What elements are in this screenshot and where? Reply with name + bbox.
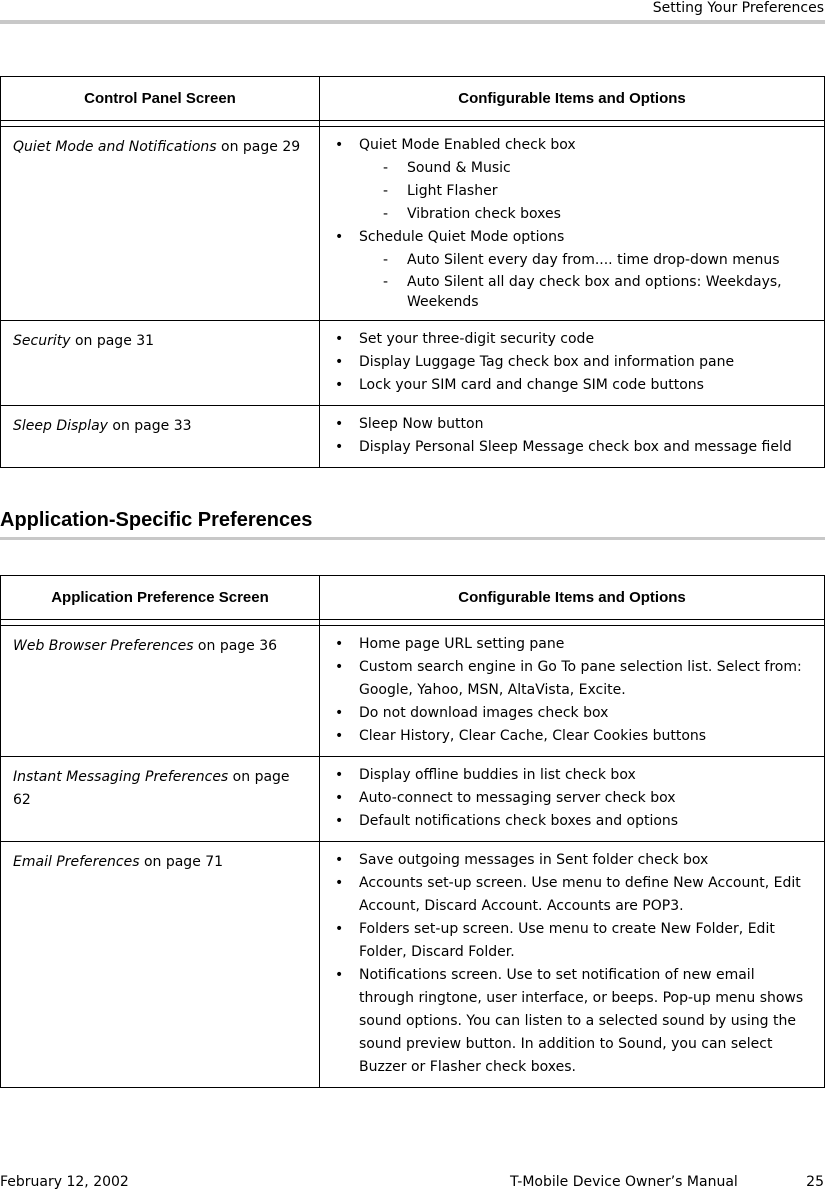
options-list — [334, 413, 814, 459]
screen-cell — [1, 127, 320, 321]
bullet-icon: • — [335, 659, 344, 675]
page-reference: on page 36 — [193, 638, 278, 654]
sub-option-text: Sound & Music — [407, 160, 511, 176]
list-item — [334, 413, 814, 436]
table-row — [1, 406, 825, 468]
options-cell — [320, 626, 825, 757]
dash-icon: - — [383, 183, 389, 199]
column-header-screen: Control Panel Screen — [1, 77, 320, 121]
bullet-icon: • — [335, 354, 344, 370]
table-row — [1, 757, 825, 842]
option-text: Set your three-digit security code — [359, 331, 595, 347]
options-cell — [320, 127, 825, 321]
option-text: Accounts set-up screen. Use menu to define New Account, Edit Account, Discard Account. Accounts are POP3. — [359, 875, 801, 914]
bullet-icon: • — [335, 767, 344, 783]
list-item — [334, 436, 814, 459]
bullet-icon: • — [335, 331, 344, 347]
list-item — [334, 656, 814, 702]
sub-option-text: Auto Silent all day check box and options: Weekdays, Weekends — [407, 274, 782, 310]
options-list — [334, 633, 814, 748]
option-text: Save outgoing messages in Sent folder check box — [359, 852, 709, 868]
footer-manual-title: T-Mobile Device Owner’s Manual — [510, 1174, 738, 1190]
list-item — [334, 810, 814, 833]
list-item — [334, 351, 814, 374]
section-heading: Application-Specific Preferences — [0, 509, 313, 531]
bullet-icon: • — [335, 921, 344, 937]
list-item — [334, 764, 814, 787]
bullet-icon: • — [335, 705, 344, 721]
sub-list-item — [359, 203, 814, 226]
list-item — [334, 374, 814, 397]
bullet-icon: • — [335, 967, 344, 983]
table-header-row — [1, 77, 825, 121]
list-item — [334, 725, 814, 748]
list-item — [334, 964, 814, 1079]
list-item — [334, 849, 814, 872]
option-text: Sleep Now button — [359, 416, 484, 432]
bullet-icon: • — [335, 813, 344, 829]
list-item — [334, 328, 814, 351]
bullet-icon: • — [335, 377, 344, 393]
table-row — [1, 626, 825, 757]
dash-icon: - — [383, 160, 389, 176]
list-item — [334, 702, 814, 725]
option-text: Default notifications check boxes and options — [359, 813, 679, 829]
option-text: Display Luggage Tag check box and information pane — [359, 354, 735, 370]
column-header-options: Configurable Items and Options — [320, 77, 825, 121]
table-row — [1, 842, 825, 1088]
list-item — [334, 134, 814, 226]
bullet-icon: • — [335, 416, 344, 432]
list-item — [334, 226, 814, 312]
bullet-icon: • — [335, 636, 344, 652]
list-item — [334, 787, 814, 810]
control-panel-table — [0, 76, 825, 468]
table-row — [1, 321, 825, 406]
page-reference: on page 71 — [139, 854, 224, 870]
column-header-screen: Application Preference Screen — [1, 576, 320, 620]
option-text: Display offline buddies in list check box — [359, 767, 636, 783]
page-reference: on page 29 — [216, 139, 301, 155]
option-text: Clear History, Clear Cache, Clear Cookies buttons — [359, 728, 707, 744]
dash-icon: - — [383, 206, 389, 222]
screen-link[interactable]: Quiet Mode and Notifications — [13, 139, 217, 155]
column-header-options: Configurable Items and Options — [320, 576, 825, 620]
bullet-icon: • — [335, 229, 344, 245]
table-header-row — [1, 576, 825, 620]
option-text: Do not download images check box — [359, 705, 609, 721]
screen-cell — [1, 842, 320, 1088]
section-rule — [0, 537, 825, 540]
sub-options-list — [359, 249, 814, 312]
screen-link[interactable]: Security — [13, 333, 71, 349]
screen-cell — [1, 406, 320, 468]
bullet-icon: • — [335, 728, 344, 744]
option-text: Folders set-up screen. Use menu to create New Folder, Edit Folder, Discard Folder. — [359, 921, 775, 960]
list-item — [334, 633, 814, 656]
footer-date: February 12, 2002 — [0, 1174, 129, 1190]
list-item — [334, 872, 814, 918]
sub-option-text: Light Flasher — [407, 183, 498, 199]
page-reference: on page 33 — [107, 418, 192, 434]
sub-option-text: Vibration check boxes — [407, 206, 561, 222]
dash-icon: - — [383, 274, 389, 290]
bullet-icon: • — [335, 875, 344, 891]
list-item — [334, 918, 814, 964]
dash-icon: - — [383, 252, 389, 268]
sub-list-item — [359, 272, 814, 312]
footer-page-number: 25 — [806, 1174, 824, 1190]
header-rule — [0, 20, 825, 24]
sub-list-item — [359, 249, 814, 272]
page-reference: on page 62 — [13, 769, 290, 808]
option-text: Auto-connect to messaging server check box — [359, 790, 676, 806]
options-cell — [320, 406, 825, 468]
screen-link[interactable]: Email Preferences — [13, 854, 140, 870]
screen-link[interactable]: Sleep Display — [13, 418, 108, 434]
options-list — [334, 764, 814, 833]
option-text: Lock your SIM card and change SIM code buttons — [359, 377, 704, 393]
bullet-icon: • — [335, 137, 344, 153]
sub-list-item — [359, 180, 814, 203]
bullet-icon: • — [335, 790, 344, 806]
option-text: Display Personal Sleep Message check box and message field — [359, 439, 792, 455]
option-text: Home page URL setting pane — [359, 636, 565, 652]
options-list — [334, 134, 814, 312]
option-text: Custom search engine in Go To pane selection list. Select from: Google, Yahoo, MSN, AltaVista, Excite. — [359, 659, 802, 698]
options-list — [334, 849, 814, 1079]
screen-link[interactable]: Instant Messaging Preferences — [13, 769, 229, 785]
screen-cell — [1, 757, 320, 842]
screen-link[interactable]: Web Browser Preferences — [13, 638, 194, 654]
options-list — [334, 328, 814, 397]
sub-options-list — [359, 157, 814, 226]
table-row — [1, 127, 825, 321]
bullet-icon: • — [335, 439, 344, 455]
page-reference: on page 31 — [70, 333, 155, 349]
running-head: Setting Your Preferences — [652, 0, 824, 16]
screen-cell — [1, 626, 320, 757]
option-text: Notifications screen. Use to set notification of new email through ringtone, user interface, or beeps. Pop-up menu shows sound options. You can listen to a selected sound by using the sound preview button. In addition to Sound, you can select Buzzer or Flasher check boxes. — [359, 967, 804, 1075]
options-cell — [320, 321, 825, 406]
bullet-icon: • — [335, 852, 344, 868]
screen-cell — [1, 321, 320, 406]
options-cell — [320, 842, 825, 1088]
option-text: Schedule Quiet Mode options — [359, 229, 565, 245]
options-cell — [320, 757, 825, 842]
option-text: Quiet Mode Enabled check box — [359, 137, 576, 153]
application-prefs-table — [0, 575, 825, 1088]
sub-list-item — [359, 157, 814, 180]
sub-option-text: Auto Silent every day from.... time drop-down menus — [407, 252, 780, 268]
